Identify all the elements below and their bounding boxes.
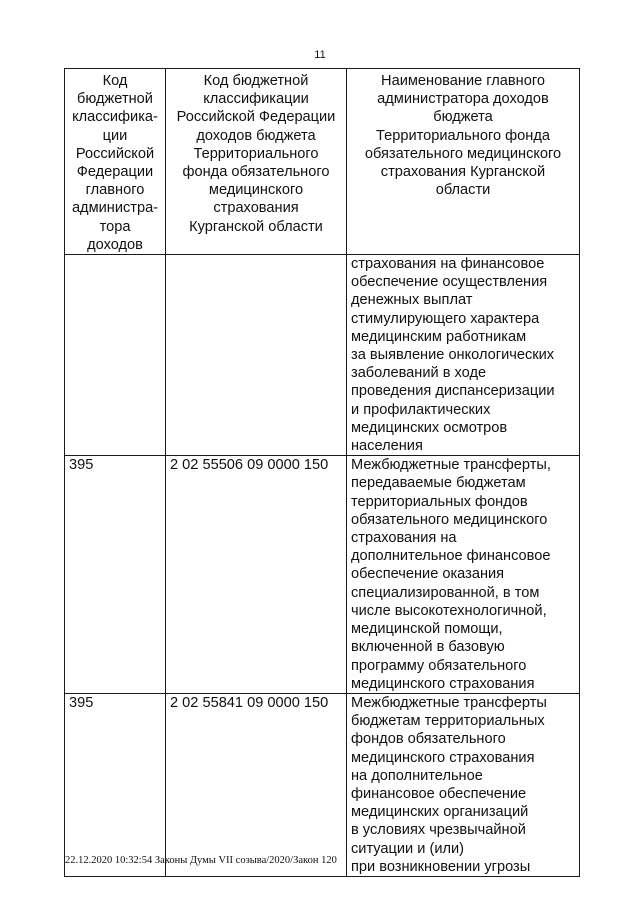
header-administrator-name: Наименование главного администратора доходов бюджета Территориального фонда обязательного медицинского страхования Курганской области — [347, 69, 580, 255]
cell-name: Межбюджетные трансферты бюджетам территориальных фондов обязательного медицинского страхования на дополнительное финансовое обеспечение медицинских организаций в условиях чрезвычайной ситуации и (или) при возникновении угрозы — [347, 693, 580, 876]
cell-budget-code: 2 02 55506 09 0000 150 — [166, 456, 347, 694]
page-number: 11 — [314, 49, 326, 61]
table-row — [65, 693, 580, 876]
cell-name: страхования на финансовое обеспечение осуществления денежных выплат стимулирующего характера медицинским работникам за выявление онкологических заболеваний в ходе проведения диспансеризации и профилактических медицинских осмотров населения — [347, 255, 580, 456]
document-footer: 22.12.2020 10:32:54 Законы Думы VII созыва/2020/Закон 120 — [65, 855, 337, 866]
cell-admin-code — [65, 255, 166, 456]
cell-budget-code — [166, 255, 347, 456]
cell-admin-code: 395 — [65, 693, 166, 876]
budget-classification-table — [64, 68, 580, 877]
cell-name: Межбюджетные трансферты, передаваемые бюджетам территориальных фондов обязательного медицинского страхования на дополнительное финансовое обеспечение оказания специализированной, в том числе высокотехнологичной, медицинской помощи, включенной в базовую программу обязательного медицинского страхования — [347, 456, 580, 694]
header-budget-code: Код бюджетной классификации Российской Федерации доходов бюджета Территориального фонда обязательного медицинского страхования Курганской области — [166, 69, 347, 255]
cell-budget-code: 2 02 55841 09 0000 150 — [166, 693, 347, 876]
header-admin-code: Код бюджетной классифика- ции Российской Федерации главного администра- тора доходов — [65, 69, 166, 255]
table-header-row — [65, 69, 580, 255]
table-row — [65, 456, 580, 694]
cell-admin-code: 395 — [65, 456, 166, 694]
table-row — [65, 255, 580, 456]
